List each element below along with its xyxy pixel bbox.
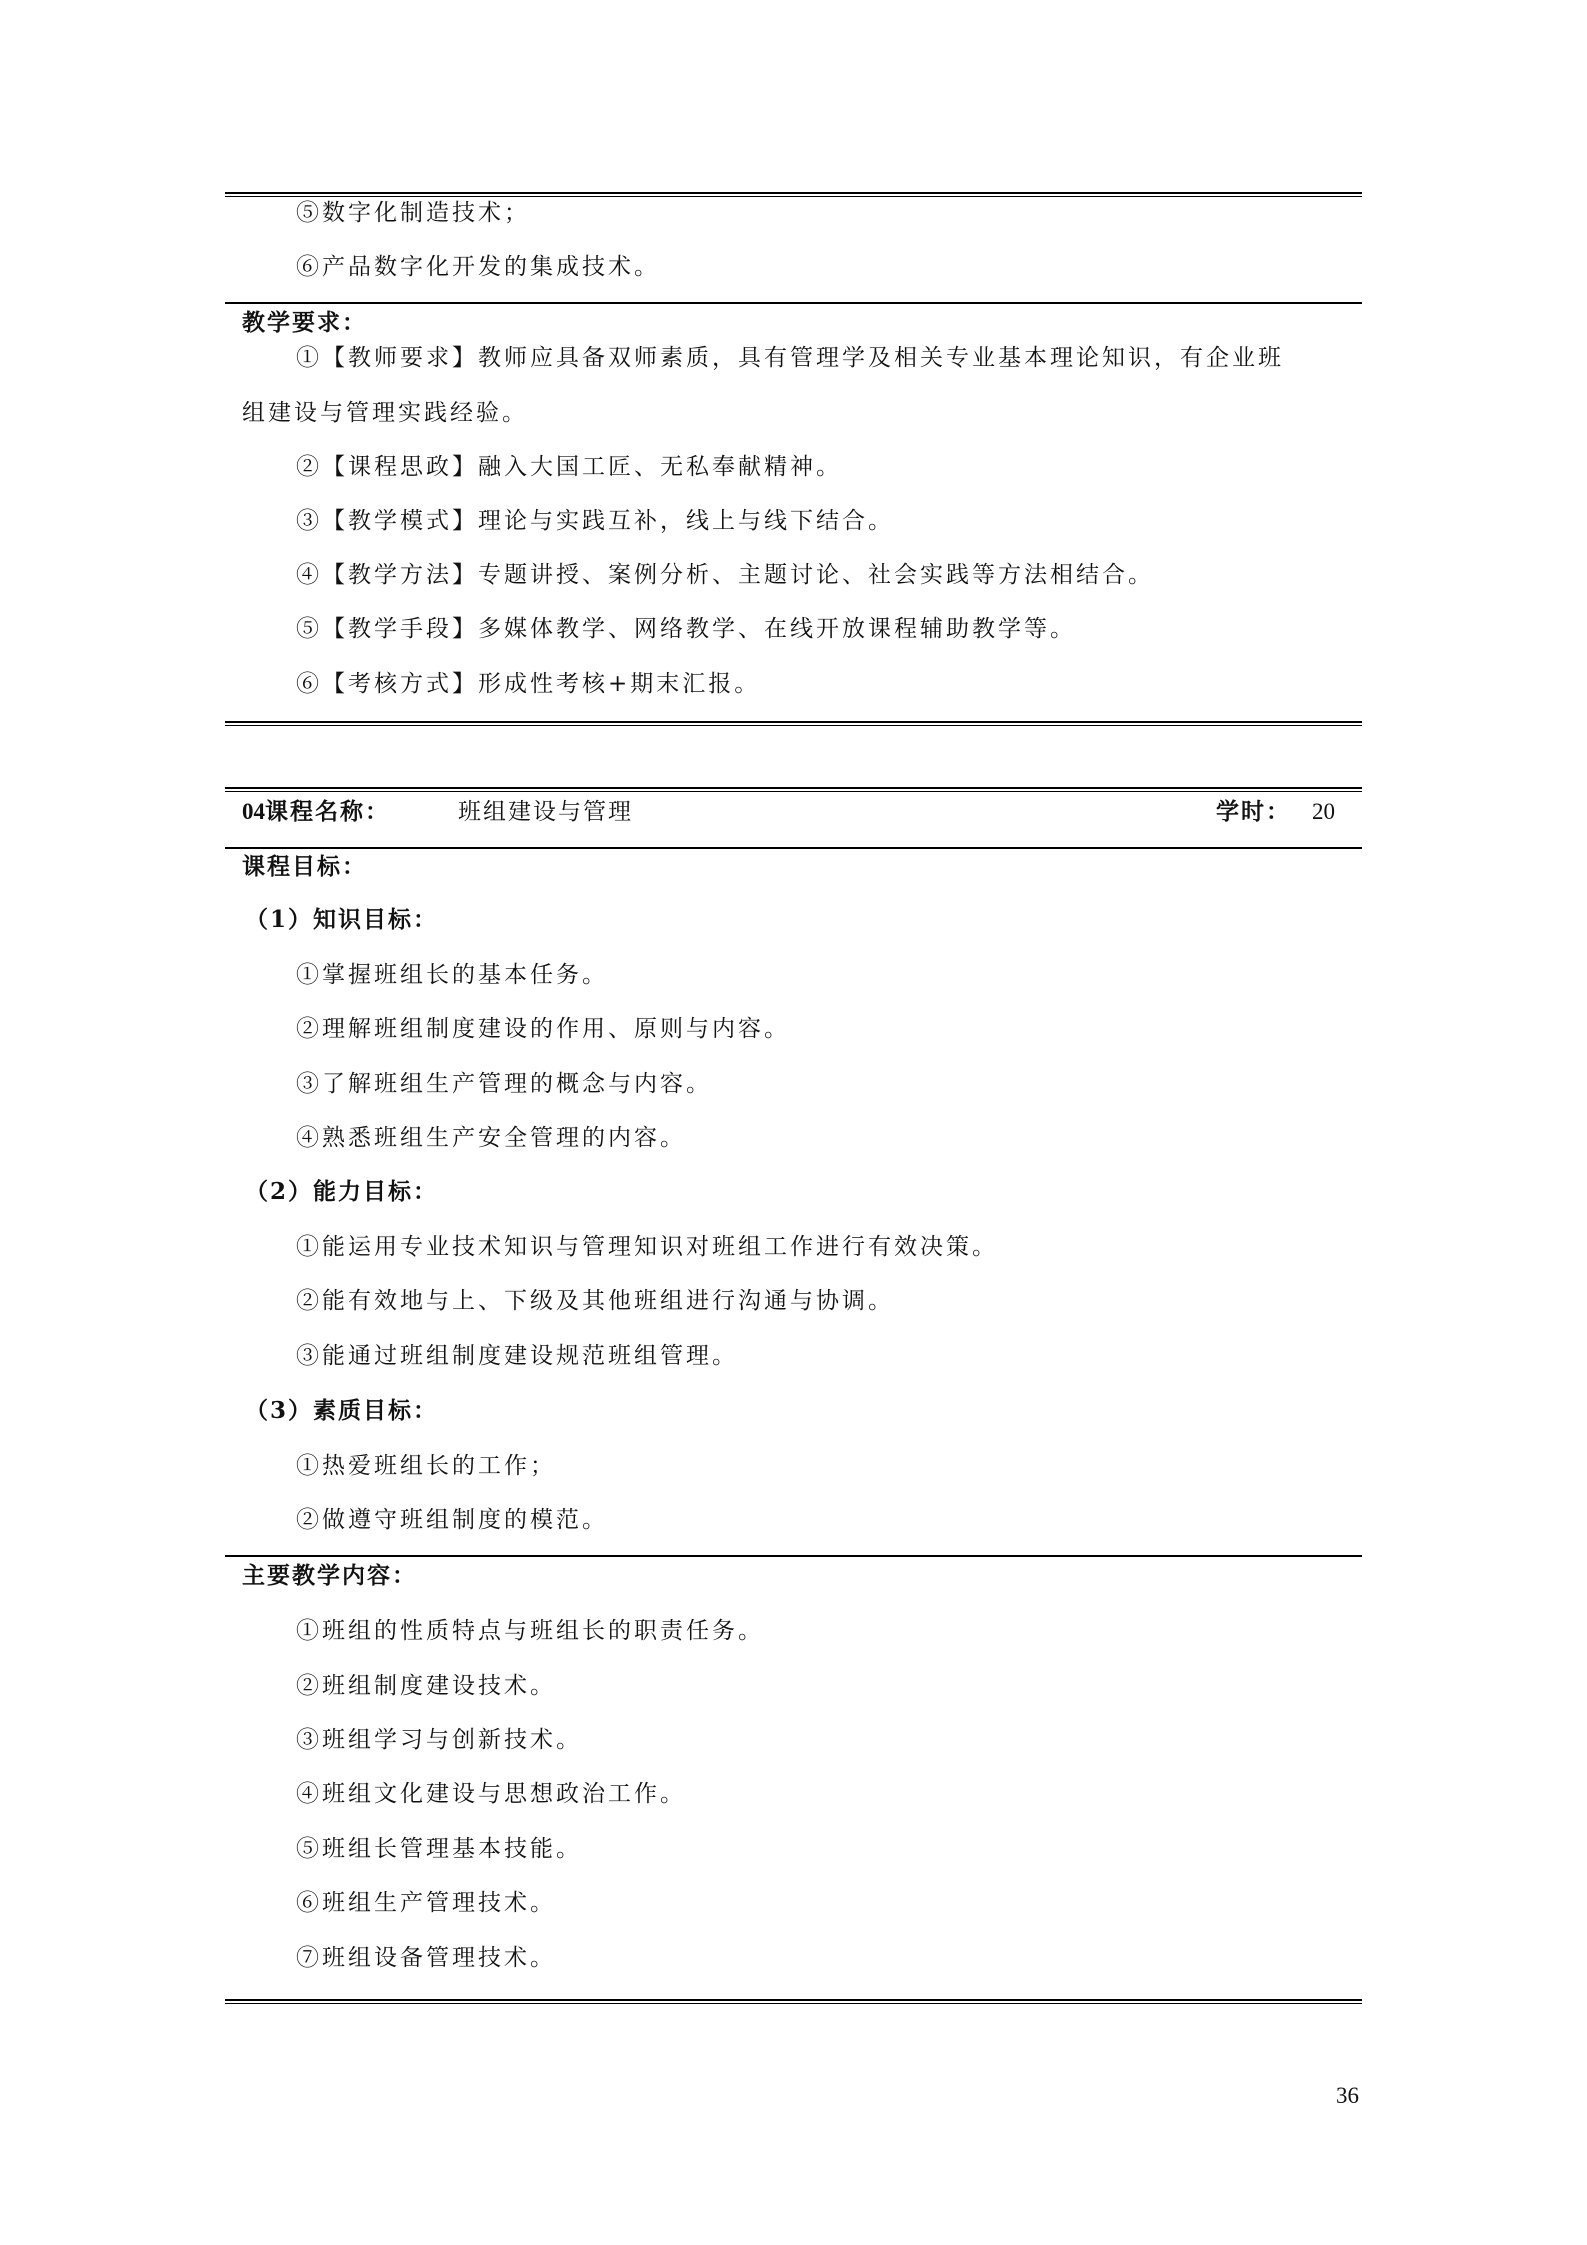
objectives-heading: 课程目标： <box>242 853 367 880</box>
content-item: ④班组文化建设与思想政治工作。 <box>296 1781 686 1807</box>
course-name: 班组建设与管理 <box>458 799 633 825</box>
quality-objectives-heading: （3）素质目标： <box>245 1397 439 1424</box>
content-item: ⑤班组长管理基本技能。 <box>296 1836 582 1862</box>
section-divider <box>225 302 1362 304</box>
page-number: 36 <box>1336 2083 1359 2108</box>
objective-item: ①掌握班组长的基本任务。 <box>296 962 608 988</box>
table-bottom-rule <box>225 721 1362 726</box>
objective-item: ②能有效地与上、下级及其他班组进行沟通与协调。 <box>296 1288 894 1314</box>
content-item: ①班组的性质特点与班组长的职责任务。 <box>296 1618 764 1644</box>
course-hours: 20 <box>1312 799 1335 824</box>
requirement-item: ③【教学模式】理论与实践互补，线上与线下结合。 <box>296 508 894 534</box>
course-title-row <box>242 797 390 827</box>
knowledge-objectives-heading: （1）知识目标： <box>245 906 439 933</box>
requirement-item: ⑤【教学手段】多媒体教学、网络教学、在线开放课程辅助教学等。 <box>296 616 1076 642</box>
requirement-item: ⑥【考核方式】形成性考核+期末汇报。 <box>296 671 761 697</box>
objective-item: ②理解班组制度建设的作用、原则与内容。 <box>296 1016 790 1042</box>
objective-item: ①能运用专业技术知识与管理知识对班组工作进行有效决策。 <box>296 1234 998 1260</box>
objective-item: ③能通过班组制度建设规范班组管理。 <box>296 1343 738 1369</box>
content-item: ⑦班组设备管理技术。 <box>296 1945 556 1971</box>
objective-item: ③了解班组生产管理的概念与内容。 <box>296 1071 712 1097</box>
content-item: ⑥班组生产管理技术。 <box>296 1890 556 1916</box>
content-item: ②班组制度建设技术。 <box>296 1673 556 1699</box>
section-divider <box>225 1555 1362 1557</box>
objective-item: ④熟悉班组生产安全管理的内容。 <box>296 1125 686 1151</box>
course-hours-label: 学时： <box>1216 798 1291 825</box>
requirement-item: ④【教学方法】专题讲授、案例分析、主题讨论、社会实践等方法相结合。 <box>296 562 1154 588</box>
course-name-label: 课程名称： <box>265 798 390 825</box>
content-heading: 主要教学内容： <box>242 1562 417 1589</box>
table-bottom-rule <box>225 1999 1362 2004</box>
table-top-rule <box>225 192 1362 197</box>
content-item: ③班组学习与创新技术。 <box>296 1727 582 1753</box>
objective-item: ①热爱班组长的工作； <box>296 1453 556 1479</box>
requirements-heading: 教学要求： <box>242 309 367 336</box>
ability-objectives-heading: （2）能力目标： <box>245 1178 439 1205</box>
requirement-item: ①【教师要求】教师应具备双师素质，具有管理学及相关专业基本理论知识，有企业班 <box>296 345 1284 371</box>
requirement-item-continuation: 组建设与管理实践经验。 <box>242 400 528 426</box>
content-item: ⑤数字化制造技术； <box>296 200 530 226</box>
content-item: ⑥产品数字化开发的集成技术。 <box>296 254 660 280</box>
section-divider <box>225 847 1362 849</box>
course-number: 04 <box>242 799 265 824</box>
objective-item: ②做遵守班组制度的模范。 <box>296 1507 608 1533</box>
requirement-item: ②【课程思政】融入大国工匠、无私奉献精神。 <box>296 454 842 480</box>
table-top-rule <box>225 787 1362 792</box>
